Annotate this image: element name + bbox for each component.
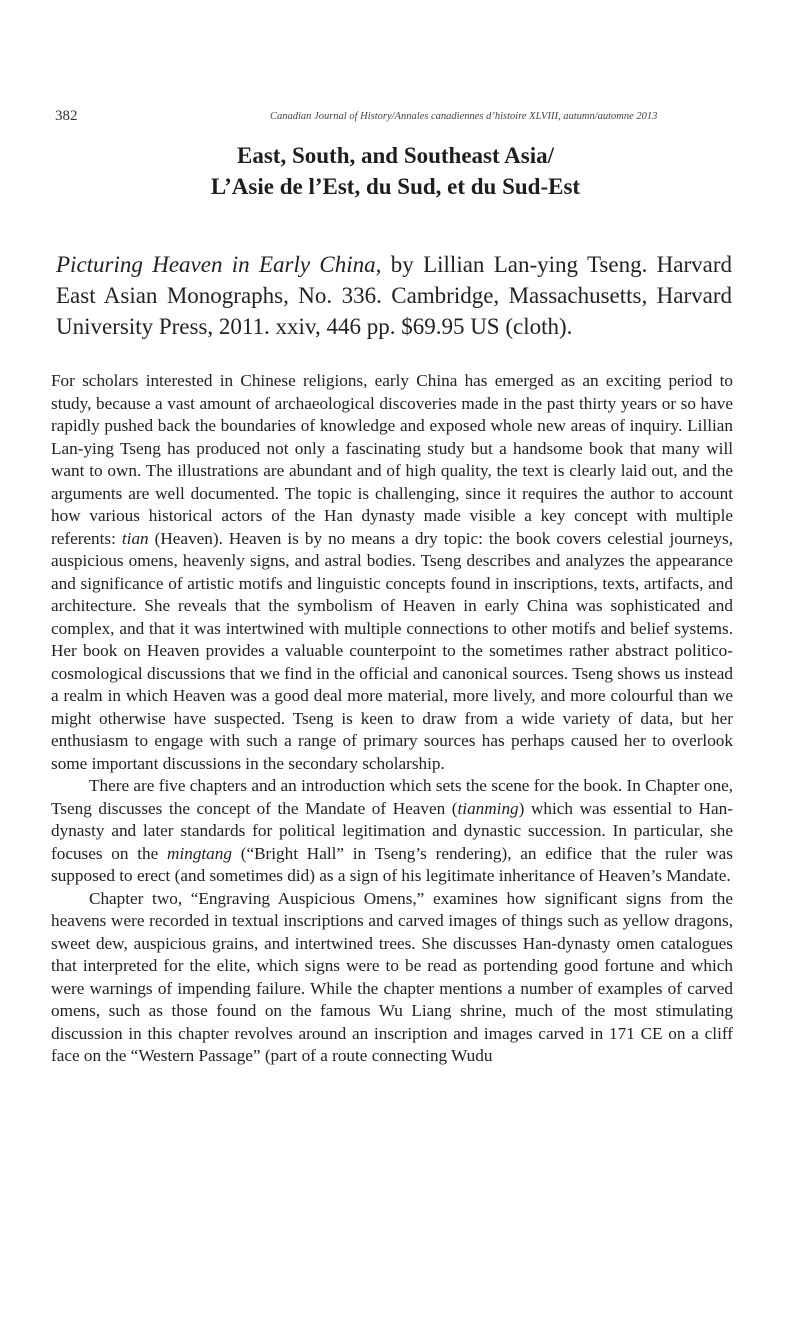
paragraph-1-part-a: For scholars interested in Chinese religions, early China has emerged as an exciting period to study, because a vast amount of archaeological discoveries made in the past thirty years or so have rapidly pushed back the boundaries of knowledge and exposed whole new areas of inquiry. Lillian Lan-ying Tseng has produced not only a fascinating study but a handsome book that many will want to own. The illustrations are abundant and of high quality, the text is clearly laid out, and the arguments are well documented. The topic is challenging, since it requires the author to account how various historical actors of the Han dynasty made visible a key concept with multiple referents:	[51, 371, 733, 548]
paragraph-1	[51, 370, 733, 775]
paragraph-3: Chapter two, “Engraving Auspicious Omens,” examines how significant signs from the heavens were recorded in textual inscriptions and carved images of things such as yellow dragons, sweet dew, auspicious grains, and intertwined trees. She discusses Han-dynasty omen catalogues that interpreted for the elite, which signs were to be read as portending good fortune and which were warnings of impending failure. While the chapter mentions a number of examples of carved omens, such as those found on the famous Wu Liang shrine, much of the most stimulating discussion in this chapter revolves around an inscription and images carved in 171 CE on a cliff face on the “Western Passage” (part of a route connecting Wudu	[51, 888, 733, 1065]
section-title-line-2: L’Asie de l’Est, du Sud, et du Sud-Est	[210, 174, 581, 199]
section-title-line-1: East, South, and Southeast Asia/	[237, 143, 554, 168]
paragraph-2	[51, 775, 733, 888]
term-tian: tian	[121, 528, 149, 548]
term-tianming: tianming	[457, 798, 519, 818]
paragraph-2-part-c: (“Bright Hall” in Tseng’s rendering), an edifice that the ruler was supposed to erect (and sometimes did) as a sign of his legitimate inheritance of Heaven’s Mandate.	[51, 843, 733, 885]
citation-details: by Lillian Lan-ying Tseng. Harvard East Asian Monographs, No. 336. Cambridge, Massachusetts, Harvard University Press, 2011. xxiv, 446 pp. $69.95 US (cloth).	[56, 252, 732, 339]
paragraph-2-part-a: There are five chapters and an introduction which sets the scene for the book. In Chapter one, Tseng discusses the concept of the Mandate of Heaven (	[51, 776, 733, 818]
review-body	[51, 370, 733, 1068]
term-mingtang: mingtang	[167, 843, 232, 863]
paragraph-1-part-b: (Heaven). Heaven is by no means a dry topic: the book covers celestial journeys, auspicious omens, heavenly signs, and astral bodies. Tseng describes and analyzes the appearance and significance of artistic motifs and linguistic concepts found in inscriptions, texts, artifacts, and architecture. She reveals that the symbolism of Heaven in early China was sophisticated and complex, and that it was intertwined with multiple connections to other motifs and belief systems. Her book on Heaven provides a valuable counterpoint to the sometimes rather abstract politico-cosmological discussions that we find in the official and canonical sources. Tseng shows us instead a realm in which Heaven was a good deal more material, more lively, and more colourful than we might otherwise have suspected. Tseng is keen to draw from a wide variety of data, but her enthusiasm to engage with such a range of primary sources has perhaps caused her to overlook some important discussions in the secondary scholarship.	[51, 528, 734, 773]
book-title: Picturing Heaven in Early China,	[56, 252, 382, 277]
running-head: Canadian Journal of History/Annales canadiennes d’histoire XLVIII, autumn/automne 2013	[270, 111, 658, 122]
section-title	[0, 140, 791, 202]
book-citation	[56, 249, 732, 342]
paragraph-2-part-b: ) which was essential to Han-dynasty and later standards for political legitimation and dynastic succession. In particular, she focuses on the	[51, 798, 733, 863]
page-number: 382	[55, 108, 78, 124]
